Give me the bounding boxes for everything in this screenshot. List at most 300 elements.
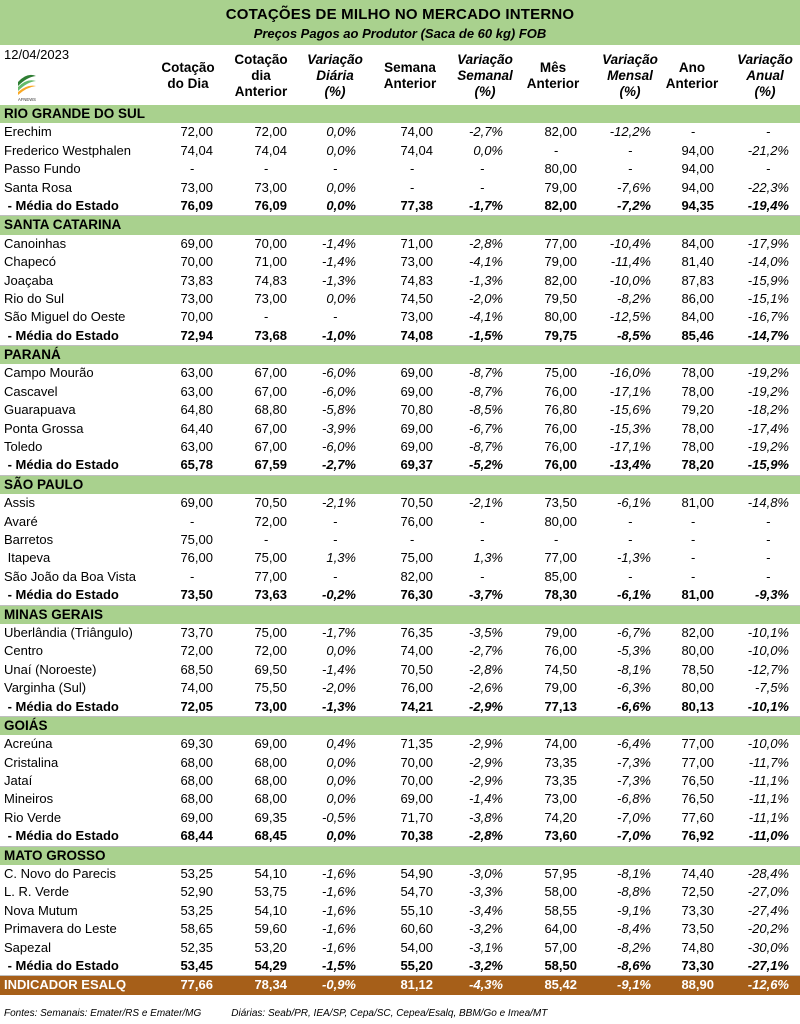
table-cell: 76,09 [180,197,213,213]
table-cell: 69,37 [400,457,433,473]
page-subtitle: Preços Pagos ao Produtor (Saca de 60 kg) FOB [253,26,547,41]
table-cell: -5,2% [469,457,503,473]
table-cell: 0,0% [326,142,356,158]
row-label: INDICADOR ESALQ [4,977,127,993]
table-cell: 77,00 [544,235,577,251]
table-cell: -11,4% [610,254,651,270]
table-cell: -11,1% [748,773,789,789]
table-cell: 79,75 [544,327,577,343]
table-cell: 73,60 [544,828,577,844]
table-cell: - [628,531,633,547]
table-cell: 80,13 [681,698,714,714]
table-cell: -10,1% [747,624,789,640]
table-cell: -1,3% [322,272,356,288]
row-label: Mineiros [4,791,54,807]
row-label: Acreúna [4,736,53,752]
table-cell: 74,00 [400,124,433,140]
table-cell: - [480,179,485,195]
table-cell: 78,00 [681,420,714,436]
table-cell: - [766,531,771,547]
table-cell: 72,00 [254,513,287,529]
row-label: Joaçaba [4,272,54,288]
table-cell: -1,6% [322,884,356,900]
table-cell: 70,00 [400,773,433,789]
table-cell: 74,08 [400,327,433,343]
table-cell: 69,00 [254,736,287,752]
table-row [0,549,800,567]
table-cell: -8,1% [617,866,651,882]
table-cell: 76,00 [544,439,577,455]
table-cell: 74,83 [254,272,287,288]
table-cell: -3,3% [469,884,503,900]
row-label: Primavera do Leste [4,921,117,937]
row-label: - Média do Estado [4,698,119,714]
row-label: Itapeva [4,550,51,566]
table-cell: - [691,550,696,566]
table-cell: 68,44 [180,828,213,844]
state-average-row [0,456,800,475]
table-cell: -8,5% [469,402,503,418]
table-cell: -15,1% [747,290,789,306]
row-label: Rio Verde [4,809,62,825]
row-label: Cristalina [4,754,59,770]
state-header-row [0,346,800,364]
table-cell: -6,3% [617,680,651,696]
table-cell: 72,94 [180,327,213,343]
table-cell: 85,00 [544,568,577,584]
table-row [0,809,800,827]
table-cell: -11,7% [748,754,789,770]
column-header: Variação Mensal (%) [602,52,658,99]
table-cell: -8,7% [469,365,503,381]
page-title: COTAÇÕES DE MILHO NO MERCADO INTERNO [225,6,575,23]
table-row [0,272,800,290]
table-row [0,235,800,253]
table-row [0,920,800,938]
table-cell: -2,8% [469,235,503,251]
table-cell: 79,00 [544,624,577,640]
table-cell: 70,80 [400,402,433,418]
state-header-row [0,476,800,494]
table-cell: -3,9% [322,420,356,436]
table-cell: -18,2% [747,402,789,418]
column-header: Variação Semanal (%) [457,52,513,99]
footer-weekly-sources: Fontes: Semanais: Emater/RS e Emater/MG [4,1008,202,1019]
table-cell: -0,9% [322,977,356,993]
table-cell: 0,0% [326,828,356,844]
column-header: Variação Anual (%) [737,52,793,99]
table-cell: -8,6% [617,957,651,973]
table-cell: 73,00 [400,254,433,270]
table-cell: 69,00 [180,235,213,251]
footer-daily-sources: Diárias: Seab/PR, IEA/SP, Cepa/SC, Cepea/Esalq, BBM/Go e Imea/MT [231,1008,548,1019]
table-cell: 67,00 [254,420,287,436]
table-row [0,883,800,901]
table-cell: 74,00 [544,736,577,752]
table-cell: 58,00 [544,884,577,900]
table-cell: - [628,568,633,584]
table-cell: 73,00 [254,179,287,195]
table-cell: 74,21 [400,698,433,714]
table-cell: -7,0% [617,809,651,825]
row-label: Avaré [4,513,38,529]
table-cell: -6,4% [617,736,651,752]
row-label: Frederico Westphalen [4,142,131,158]
table-cell: 69,00 [400,383,433,399]
table-cell: 75,00 [254,624,287,640]
table-cell: 78,30 [544,587,577,603]
table-row [0,661,800,679]
table-cell: 70,00 [254,235,287,251]
row-label: Jataí [4,773,33,789]
table-cell: - [480,568,485,584]
table-cell: 86,00 [681,290,714,306]
table-cell: 79,50 [544,290,577,306]
table-cell: -8,8% [617,884,651,900]
table-cell: -30,0% [747,939,789,955]
table-cell: 68,00 [254,754,287,770]
table-cell: -21,2% [747,142,789,158]
row-label: Assis [4,495,36,511]
table-cell: 73,00 [180,179,213,195]
table-cell: 73,50 [544,495,577,511]
table-cell: - [264,309,269,325]
row-label: São Miguel do Oeste [4,309,126,325]
table-cell: 72,00 [254,643,287,659]
table-cell: -15,6% [609,402,651,418]
table-cell: 67,00 [254,383,287,399]
table-cell: - [554,531,559,547]
table-cell: -14,8% [747,495,789,511]
table-cell: 74,04 [180,142,213,158]
table-cell: 74,80 [681,939,714,955]
table-cell: -2,6% [469,680,503,696]
table-cell: 75,50 [254,680,287,696]
table-cell: 53,75 [254,884,287,900]
table-cell: 75,00 [544,365,577,381]
table-cell: -8,4% [617,921,651,937]
state-average-row [0,327,800,346]
table-cell: -1,7% [469,197,503,213]
table-cell: 0,0% [326,179,356,195]
table-cell: 0,0% [326,791,356,807]
table-cell: - [333,531,338,547]
table-cell: 77,00 [681,736,714,752]
table-cell: -27,0% [747,884,789,900]
column-header: Ano Anterior [665,60,719,91]
table-cell: -6,0% [322,383,356,399]
table-cell: 73,30 [681,957,714,973]
table-cell: - [554,142,559,158]
table-cell: -12,7% [747,661,789,677]
table-cell: -1,5% [322,957,356,973]
table-cell: - [333,161,338,177]
table-cell: -27,1% [747,957,789,973]
table-cell: -6,0% [322,439,356,455]
table-cell: 76,30 [400,587,433,603]
table-cell: - [628,161,633,177]
table-cell: 69,00 [400,420,433,436]
row-label: Campo Mourão [4,365,94,381]
table-row [0,420,800,438]
table-cell: -3,4% [469,902,503,918]
table-cell: -1,4% [322,254,356,270]
footer-sources [4,1008,547,1019]
table-cell: -1,4% [322,661,356,677]
table-cell: -3,2% [469,957,503,973]
table-row [0,772,800,790]
row-label: - Média do Estado [4,587,119,603]
table-row [0,902,800,920]
table-cell: 77,00 [544,550,577,566]
table-cell: 79,20 [681,402,714,418]
table-cell: 78,00 [681,383,714,399]
table-cell: - [766,161,771,177]
row-label: Rio do Sul [4,290,64,306]
table-cell: 54,00 [400,939,433,955]
state-header-row [0,606,800,624]
table-cell: - [190,513,195,529]
table-row [0,142,800,160]
table-cell: -2,8% [469,828,503,844]
table-cell: 74,20 [544,809,577,825]
table-cell: 73,00 [400,309,433,325]
state-average-row [0,197,800,216]
table-cell: - [480,531,485,547]
table-cell: - [691,531,696,547]
table-cell: 79,00 [544,179,577,195]
row-label: Centro [4,643,44,659]
table-cell: 63,00 [180,365,213,381]
table-cell: 54,10 [254,902,287,918]
table-row [0,735,800,753]
table-cell: 70,00 [180,309,213,325]
table-cell: 72,00 [180,124,213,140]
table-cell: 70,50 [254,495,287,511]
table-cell: 69,00 [180,495,213,511]
table-cell: -19,2% [747,383,789,399]
table-cell: 0,0% [473,142,503,158]
table-cell: -10,1% [747,698,789,714]
table-cell: 68,45 [254,828,287,844]
table-row [0,642,800,660]
table-cell: 80,00 [544,513,577,529]
table-row [0,494,800,512]
row-label: Cascavel [4,383,58,399]
table-row [0,308,800,326]
table-cell: 74,50 [400,290,433,306]
table-cell: -7,2% [617,197,651,213]
table-cell: 76,00 [544,643,577,659]
table-cell: 63,00 [180,439,213,455]
table-cell: 73,50 [681,921,714,937]
row-label: - Média do Estado [4,197,119,213]
state-header-row [0,847,800,865]
table-row [0,123,800,141]
table-cell: 80,00 [544,161,577,177]
table-cell: 84,00 [681,235,714,251]
table-cell: -2,9% [469,736,503,752]
row-label: Unaí (Noroeste) [4,661,97,677]
table-cell: 63,00 [180,383,213,399]
state-name: GOIÁS [4,717,48,733]
state-average-row [0,586,800,605]
table-cell: 82,00 [544,272,577,288]
column-header: Cotação dia Anterior [234,52,288,99]
table-cell: 70,00 [400,754,433,770]
table-cell: 74,83 [400,272,433,288]
row-label: Uberlândia (Triângulo) [4,624,133,640]
row-label: Toledo [4,439,43,455]
table-cell: 78,50 [681,661,714,677]
table-cell: -27,4% [747,902,789,918]
row-label: - Média do Estado [4,457,119,473]
table-cell: -8,5% [617,327,651,343]
table-cell: 0,0% [326,754,356,770]
esalq-indicator-row [0,976,800,995]
table-cell: -6,7% [617,624,651,640]
table-cell: - [264,531,269,547]
table-cell: -2,7% [322,457,356,473]
table-cell: -1,0% [322,327,356,343]
table-cell: 73,63 [254,587,287,603]
table-cell: -12,2% [609,124,651,140]
table-cell: -17,9% [747,235,789,251]
table-cell: 77,13 [544,698,577,714]
table-cell: -14,0% [747,254,789,270]
table-cell: 78,00 [681,439,714,455]
table-cell: -19,2% [747,365,789,381]
table-cell: 74,04 [400,142,433,158]
table-cell: - [333,513,338,529]
row-label: C. Novo do Parecis [4,866,116,882]
table-cell: -8,1% [617,661,651,677]
table-cell: 53,20 [254,939,287,955]
table-cell: -17,1% [609,383,651,399]
table-cell: - [190,568,195,584]
table-cell: -3,7% [469,587,503,603]
table-cell: 67,00 [254,365,287,381]
table-cell: 57,00 [544,939,577,955]
table-cell: -0,2% [322,587,356,603]
table-cell: 80,00 [681,680,714,696]
state-header-row [0,216,800,234]
table-cell: 58,50 [544,957,577,973]
table-cell: 75,00 [400,550,433,566]
table-cell: -11,1% [748,791,789,807]
table-cell: -8,7% [469,439,503,455]
table-cell: 69,50 [254,661,287,677]
table-cell: -1,7% [322,624,356,640]
table-cell: -11,0% [748,828,789,844]
table-cell: -6,1% [617,587,651,603]
table-cell: 0,0% [326,773,356,789]
table-cell: 74,00 [180,680,213,696]
table-cell: - [410,179,415,195]
table-cell: -1,6% [322,866,356,882]
table-cell: 73,35 [544,754,577,770]
table-row [0,179,800,197]
table-cell: 80,00 [544,309,577,325]
table-cell: 0,0% [326,124,356,140]
table-cell: -22,3% [747,179,789,195]
table-cell: 73,50 [180,587,213,603]
row-label: Santa Rosa [4,179,72,195]
table-cell: 73,35 [544,773,577,789]
table-cell: 64,80 [180,402,213,418]
table-cell: 76,00 [400,513,433,529]
table-cell: 1,3% [473,550,503,566]
table-cell: 0,0% [326,643,356,659]
table-cell: -5,8% [322,402,356,418]
table-cell: 73,00 [254,290,287,306]
row-label: Sapezal [4,939,51,955]
table-cell: -2,1% [322,495,356,511]
table-cell: -28,4% [747,866,789,882]
table-cell: 82,00 [544,197,577,213]
table-cell: 77,00 [254,568,287,584]
table-cell: -10,0% [747,736,789,752]
table-cell: -0,5% [322,809,356,825]
table-cell: -3,2% [469,921,503,937]
table-cell: - [480,513,485,529]
table-cell: -15,3% [609,420,651,436]
table-row [0,290,800,308]
table-cell: 78,00 [681,365,714,381]
table-cell: 78,20 [681,457,714,473]
table-row [0,383,800,401]
row-label: - Média do Estado [4,327,119,343]
row-label: Erechim [4,124,52,140]
table-cell: - [766,513,771,529]
table-cell: -6,1% [617,495,651,511]
table-cell: 68,00 [254,773,287,789]
table-cell: 69,35 [254,809,287,825]
table-cell: 0,0% [326,197,356,213]
table-cell: 76,00 [544,420,577,436]
table-cell: -2,9% [469,773,503,789]
table-cell: -7,3% [617,773,651,789]
table-cell: 53,25 [180,902,213,918]
column-header: Semana Anterior [383,60,437,91]
table-cell: -17,4% [747,420,789,436]
table-cell: -2,9% [469,698,503,714]
table-cell: -7,0% [617,828,651,844]
table-cell: -10,0% [747,643,789,659]
table-cell: -10,4% [609,235,651,251]
table-cell: 59,60 [254,921,287,937]
state-header-row [0,717,800,735]
state-name: MATO GROSSO [4,847,106,863]
table-cell: -10,0% [609,272,651,288]
table-cell: 85,42 [544,977,577,993]
row-label: São João da Boa Vista [4,568,137,584]
table-row [0,253,800,271]
table-row [0,438,800,456]
quotes-table [0,105,800,995]
table-cell: 68,00 [180,791,213,807]
table-cell: - [691,124,696,140]
table-cell: -9,1% [617,977,651,993]
table-cell: -6,0% [322,365,356,381]
table-cell: 55,20 [400,957,433,973]
table-cell: 76,09 [254,197,287,213]
table-cell: 58,55 [544,902,577,918]
table-cell: -8,2% [617,939,651,955]
table-cell: 69,30 [180,736,213,752]
table-cell: - [480,161,485,177]
row-label: Passo Fundo [4,161,81,177]
